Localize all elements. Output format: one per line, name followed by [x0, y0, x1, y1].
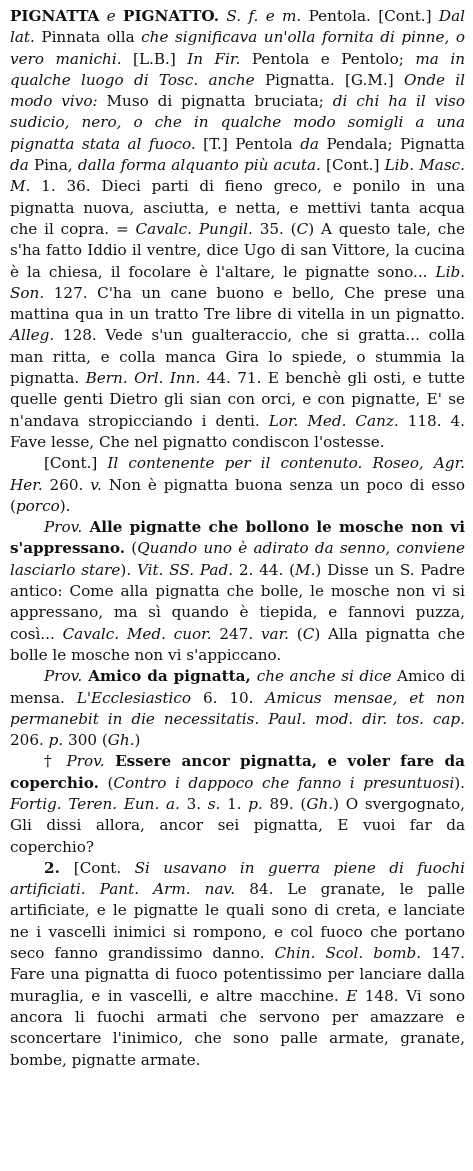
text-segment: ) Alla pignatta che bolle le mosche non vi s'appiccano.	[10, 624, 465, 664]
text-segment: ) Disse un S. Padre antico: Come alla pignatta che bolle, le mosche non vi si appressano, ma sì quando è tiepida, e fannovi puzza, così...	[10, 560, 465, 643]
text-segment: da	[300, 134, 319, 153]
text-segment: ) O svergognato, Gli dissi allora, ancor sei pignatta, E vuoi far da coperchio?	[10, 794, 465, 856]
text-segment: Amicus mensae, et non permanebit in die necessitatis. Paul. mod. dir. tos. cap.	[10, 688, 465, 728]
text-segment: 148. Vi sono ancora li fuochi armati che servono per amazzare e sconcertare l'inimico, che sono palle armate, granate, bombe, pignatte armate.	[10, 986, 465, 1069]
text-segment: Lib. Masc. M.	[10, 156, 465, 196]
text-segment: Amico da pignatta,	[82, 667, 257, 686]
text-segment: Amico di mensa.	[10, 667, 465, 707]
text-segment: C	[296, 219, 309, 238]
text-segment: 1. 36. Dieci parti di fieno greco, e ponilo in una pignatta nuova, asciutta, e netta, e mettivi tanta acqua che il copra. =	[10, 177, 465, 238]
text-segment: ma in qualche luogo di Tosc. anche	[10, 49, 465, 89]
text-segment: di chi ha il viso sudicio, nero, o che in qualche modo somigli a una pignatta stata al fuoco.	[10, 92, 465, 153]
text-segment: [T.] Pentola	[195, 134, 301, 153]
text-segment: In Fir.	[187, 49, 241, 68]
text-segment: Alle pignatte che bollono le mosche non vi s'appressano.	[10, 518, 465, 558]
text-segment: Gh.	[107, 731, 135, 750]
entry-paragraph-contenente	[10, 453, 465, 517]
text-segment: E	[346, 986, 358, 1005]
text-segment: 127. C'ha un cane buono e bello, Che prese una mattina qua in un tratto Tre libre di vitella in un pignatto.	[10, 283, 465, 324]
text-segment: p.	[248, 794, 263, 813]
text-segment: Muso di pignatta bruciata;	[97, 92, 333, 111]
text-segment: )	[134, 731, 141, 750]
text-segment: Pignatta. [G.M.]	[254, 70, 404, 89]
text-segment: 35. (	[252, 219, 297, 238]
text-segment: Essere ancor pignatta, e voler fare da coperchio.	[10, 752, 465, 792]
text-segment: 118. 4. Fave lesse, Che nel pignatto condiscon l'ostesse.	[10, 411, 466, 451]
text-segment: che significava un'olla fornita di pinne, o vero manichi.	[10, 28, 466, 68]
text-segment: Vit. SS. Pad.	[136, 560, 234, 579]
text-segment: Cavalc. Pungil.	[135, 219, 253, 238]
text-segment: Chin. Scol. bomb.	[274, 944, 422, 963]
text-segment: [Cont.	[73, 858, 135, 877]
text-segment: ).	[59, 496, 71, 515]
text-segment: Prov.	[44, 667, 83, 686]
text-segment: [Cont.]	[44, 454, 108, 473]
text-segment: 2. 44. (	[233, 560, 296, 579]
text-segment: Prov.	[66, 752, 105, 771]
text-segment: Contro i dappoco che fanno i presuntuosi	[113, 773, 455, 792]
text-segment: 247.	[211, 624, 261, 643]
text-segment: M.	[295, 560, 316, 579]
text-segment: 206.	[10, 731, 49, 750]
entry-paragraph-main	[10, 6, 465, 453]
text-segment: Gh.	[306, 794, 334, 813]
text-segment: (	[98, 773, 114, 792]
text-segment: 84. Le granate, le palle artificiate, e le pignatte le quali sono di creta, e lanciate ne i vascelli inimici si rompono, e col fuoco che portano seco fanno grandissimo danno.	[10, 880, 466, 963]
text-segment: Si usavano in guerra piene di fuochi artificiati. Pant. Arm. nav.	[10, 858, 465, 899]
text-segment: 147. Fare una pignatta di fuoco potentissimo per lanciare dalla muraglia, e in vascelli, e altre macchine.	[10, 944, 465, 1005]
text-segment: [L.B.]	[121, 49, 188, 68]
entry-paragraph-proverb-amico	[10, 666, 465, 751]
text-segment: Onde il modo vivo:	[10, 70, 465, 111]
text-segment: Il contenente per il contenuto. Roseo, Agr. Her.	[10, 454, 465, 494]
text-segment: Bern. Orl. Inn.	[85, 369, 201, 388]
text-segment: ) A questo tale, che s'ha fatto Iddio il ventre, dice Ugo di san Vittore, la cucina è la chiesa, il focolare è l'altare, le pignatte sono...	[10, 219, 466, 281]
text-segment: 44. 71. E benchè gli osti, e tutte quelle genti Dietro gli sian con orci, e con pignatte, E' se n'andava stropicciando i denti.	[10, 369, 465, 430]
text-segment: PIGNATTO.	[123, 7, 220, 25]
text-segment: 2.	[44, 858, 74, 877]
text-segment: (	[125, 539, 138, 558]
text-segment: Pendala; Pignatta	[318, 134, 465, 153]
text-segment: PIGNATTA	[10, 7, 100, 25]
text-segment: 260.	[42, 475, 91, 494]
text-segment: da	[10, 156, 29, 175]
text-segment: p.	[48, 731, 64, 750]
text-segment: e	[99, 7, 124, 25]
text-segment: Pentola. [Cont.]	[301, 7, 439, 25]
text-segment: [Cont.]	[320, 156, 385, 175]
text-segment: var.	[260, 624, 289, 643]
text-segment: 89. (	[262, 794, 307, 813]
text-segment: Lib. Son.	[10, 262, 465, 302]
text-segment: Cavalc. Med. cuor.	[62, 624, 212, 643]
text-segment: L'Ecclesiastico	[76, 688, 192, 707]
text-segment: Dal lat.	[10, 7, 465, 47]
text-segment: 3.	[179, 794, 208, 813]
text-segment: porco	[15, 496, 60, 515]
entry-paragraph-proverb-coperchio	[10, 751, 465, 857]
text-segment: Prov.	[44, 518, 83, 537]
entry-paragraph-proverb-pignatte-bollono	[10, 517, 465, 666]
text-segment: dalla forma alquanto più acuta.	[77, 156, 321, 175]
text-segment: ).	[454, 773, 465, 792]
text-segment: Fortig. Teren. Eun. a.	[10, 794, 180, 813]
text-segment: 128. Vede s'un gualteraccio, che si gratta... colla man ritta, e colla manca Gira lo spiede, o stummia la pignatta.	[10, 326, 465, 388]
text-segment: s.	[207, 794, 221, 813]
text-segment: Quando uno è adirato da senno, conviene lasciarlo stare	[10, 539, 465, 579]
text-segment: Pentola e Pentolo;	[240, 49, 416, 68]
text-segment: 6. 10.	[191, 688, 266, 707]
text-segment: †	[44, 752, 67, 771]
text-segment: (	[289, 624, 303, 643]
text-segment: Pinnata olla	[34, 28, 142, 47]
text-segment: che anche si dice	[256, 667, 392, 686]
text-segment: S. f. e m.	[219, 7, 302, 25]
text-segment: ).	[120, 560, 137, 579]
entry-paragraph-sense-2	[10, 858, 465, 1071]
text-segment: 1.	[220, 794, 249, 813]
text-segment: C	[302, 624, 315, 643]
text-segment: Non è pignatta buona senza un poco di esso (	[10, 475, 465, 515]
text-segment: Alleg.	[10, 326, 55, 345]
text-segment: Pina,	[28, 156, 78, 175]
text-segment: 300 (	[63, 731, 108, 750]
text-segment: Lor. Med. Canz.	[268, 411, 399, 430]
text-segment: v.	[90, 475, 102, 494]
